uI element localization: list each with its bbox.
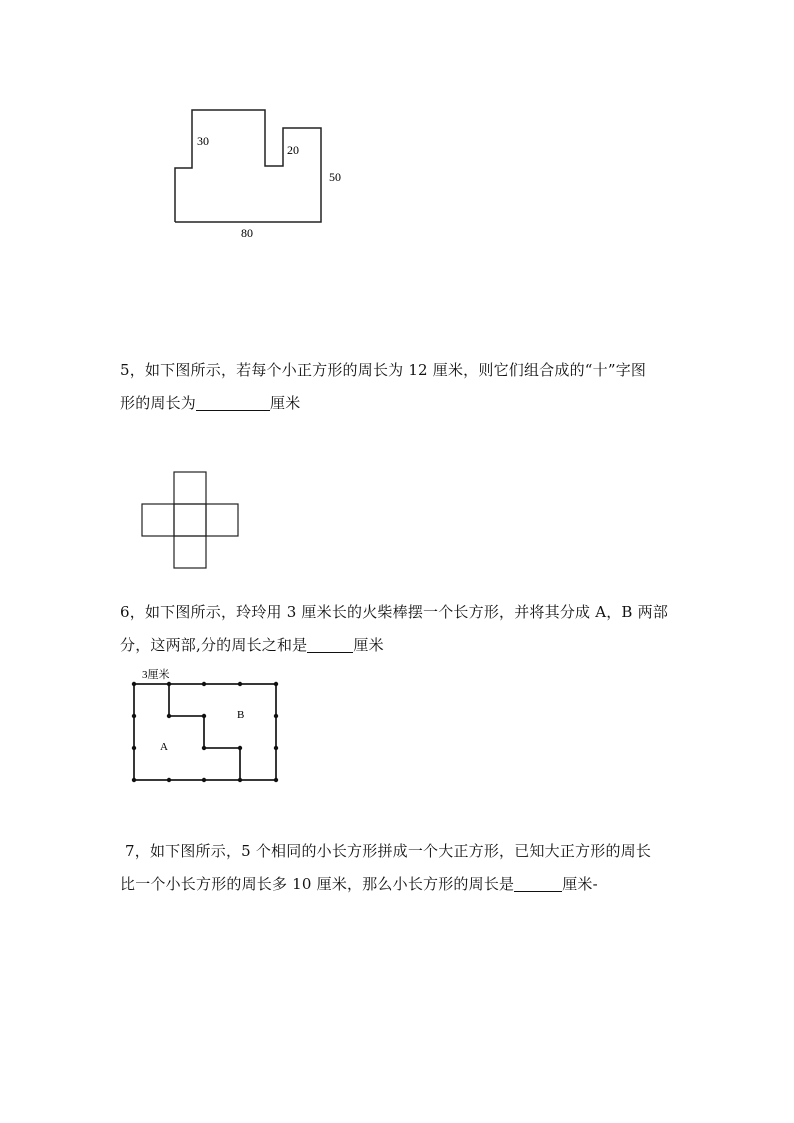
q6-line2-pre: 分，这两部,分的周长之和是 [120,636,308,654]
stepped-shape-outline [175,110,321,222]
question-7 [125,835,651,868]
region-b-label: B [237,709,245,721]
q5-line1: 5，如下图所示，若每个小正方形的周长为 12 厘米，则它们组合成的“十”字图 [120,361,647,379]
outer-rectangle [134,684,276,780]
label-right-notch: 20 [287,143,299,157]
q6-answer-blank[interactable] [307,634,353,653]
region-a-label: A [160,741,168,753]
label-height: 50 [329,170,341,184]
cross-square-right [206,504,238,536]
matchstick-joints [132,682,278,782]
unit-label: 3厘米 [142,669,170,681]
matchstick-rectangle-figure [124,664,284,799]
cross-square-center [174,504,206,536]
q7-line2-post: 厘米- [562,875,598,893]
dividing-line [169,684,240,780]
cross-square-bottom [174,536,206,568]
cross-square-left [142,504,174,536]
q5-line2 [120,387,646,420]
stepped-shape-figure [160,100,360,245]
question-7-cont [120,868,598,901]
label-bottom: 80 [241,226,253,240]
q5-answer-blank[interactable] [196,392,270,411]
label-top-left: 30 [197,134,209,148]
q7-line2 [120,868,598,901]
q5-line2-post: 厘米 [270,394,301,412]
q7-line1: 7，如下图所示，5 个相同的小长方形拼成一个大正方形，已知大正方形的周长 [125,842,652,860]
q7-line2-pre: 比一个小长方形的周长多 10 厘米，那么小长方形的周长是 [120,875,515,893]
q6-line1: 6，如下图所示，玲玲用 3 厘米长的火柴棒摆一个长方形，并将其分成 A，B 两部 [120,603,669,621]
q6-line2 [120,629,668,662]
cross-square-top [174,472,206,504]
q7-answer-blank[interactable] [514,873,562,892]
q5-line2-pre: 形的周长为 [120,394,197,412]
question-5 [120,354,646,420]
cross-figure [140,470,242,570]
question-6 [120,596,668,662]
q6-line2-post: 厘米 [353,636,384,654]
